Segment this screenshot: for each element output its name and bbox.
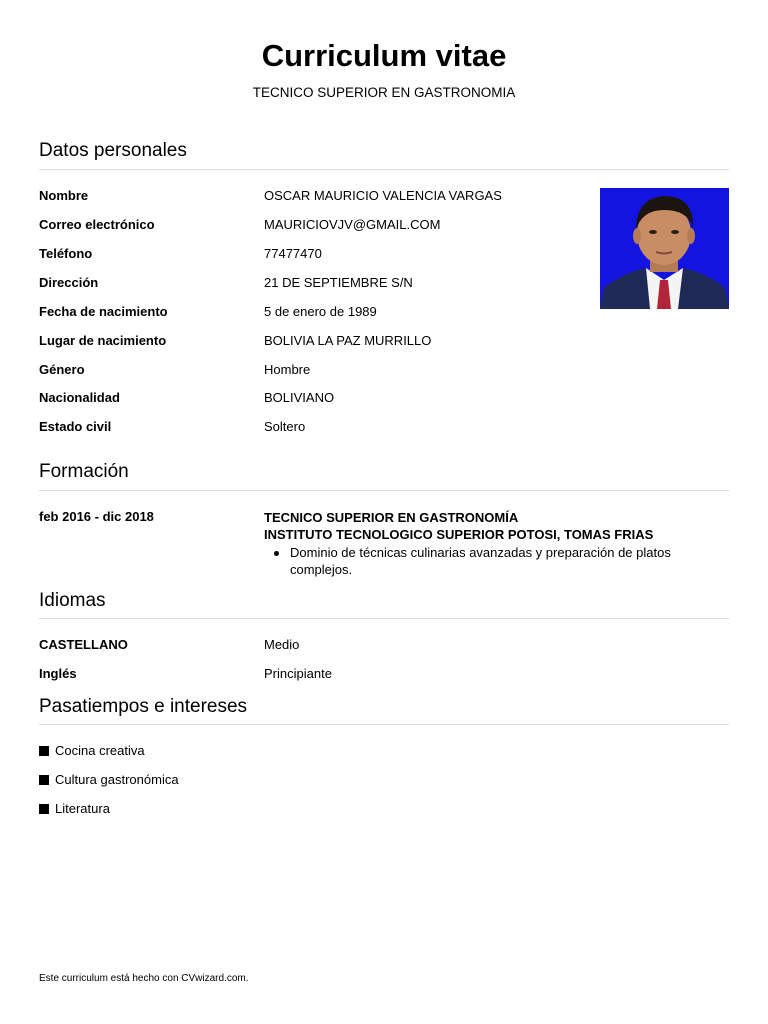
field-value: OSCAR MAURICIO VALENCIA VARGAS — [264, 188, 502, 203]
field-label: feb 2016 - dic 2018 — [39, 509, 154, 524]
square-bullet-icon — [39, 775, 49, 785]
field-label: Estado civil — [39, 419, 112, 434]
field-value: BOLIVIANO — [264, 390, 335, 405]
field-label: Dirección — [39, 275, 99, 290]
field-value: 21 DE SEPTIEMBRE S/N — [264, 275, 413, 290]
hobby-label: Cocina creativa — [55, 743, 145, 758]
section-divider — [39, 490, 729, 491]
education-entry — [264, 509, 704, 578]
square-bullet-icon — [39, 746, 49, 756]
section-divider — [39, 724, 729, 725]
hobby-label: Cultura gastronómica — [55, 772, 179, 787]
field-value: BOLIVIA LA PAZ MURRILLO — [264, 333, 432, 348]
footer-note: Este curriculum está hecho con CVwizard.com. — [39, 973, 249, 984]
cv-subtitle: TECNICO SUPERIOR EN GASTRONOMIA — [252, 85, 516, 100]
field-label: Género — [39, 362, 85, 377]
hobby-label: Literatura — [55, 801, 110, 816]
hobby-item — [39, 772, 179, 787]
education-bullets — [264, 544, 704, 578]
profile-photo — [600, 188, 729, 309]
field-label: Nombre — [39, 188, 89, 203]
section-divider — [39, 618, 729, 619]
field-value: Hombre — [264, 362, 311, 377]
field-label: Nacionalidad — [39, 390, 120, 405]
field-value: 5 de enero de 1989 — [264, 304, 377, 319]
field-value: Soltero — [264, 419, 306, 434]
field-value: 77477470 — [264, 246, 322, 261]
education-degree: TECNICO SUPERIOR EN GASTRONOMÍA — [264, 510, 519, 525]
cv-title: Curriculum vitae — [261, 38, 507, 73]
list-item: Dominio de técnicas culinarias avanzadas y preparación de platos complejos. — [264, 544, 704, 578]
section-heading-languages: Idiomas — [39, 590, 106, 611]
field-label: Inglés — [39, 666, 77, 681]
field-value: MAURICIOVJV@GMAIL.COM — [264, 217, 441, 232]
square-bullet-icon — [39, 804, 49, 814]
section-heading-hobbies: Pasatiempos e intereses — [39, 696, 248, 717]
section-heading-personal: Datos personales — [39, 140, 187, 161]
hobby-item — [39, 743, 145, 758]
field-value: Medio — [264, 637, 300, 652]
field-label: CASTELLANO — [39, 637, 128, 652]
field-label: Fecha de nacimiento — [39, 304, 168, 319]
section-divider — [39, 169, 729, 170]
field-value: Principiante — [264, 666, 332, 681]
section-heading-education: Formación — [39, 461, 129, 482]
field-label: Lugar de nacimiento — [39, 333, 167, 348]
field-label: Correo electrónico — [39, 217, 155, 232]
hobby-item — [39, 801, 110, 816]
field-label: Teléfono — [39, 246, 93, 261]
education-institution: INSTITUTO TECNOLOGICO SUPERIOR POTOSI, TOMAS FRIAS — [264, 527, 654, 542]
